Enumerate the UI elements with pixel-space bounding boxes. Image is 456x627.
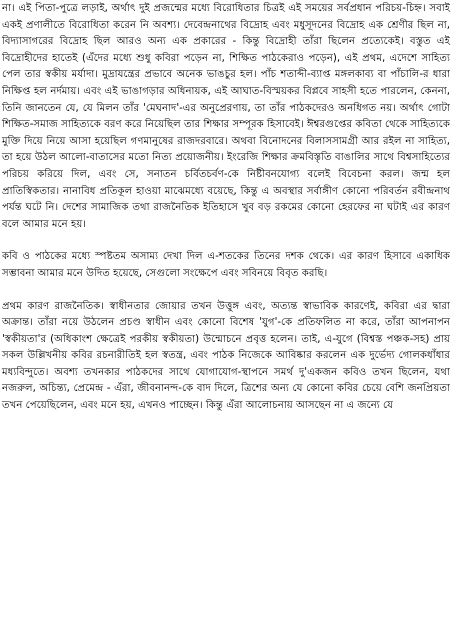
paragraph-2: কবি ও পাঠকের মধ্যে স্পষ্টতম অসাম্য দেখা দিল এ-শতকের তিনের দশক থেকে। এর কারণ হিসাবে একাধিক সম্ভাবনা আমার মনে উদিত হয়েছে, সেগুলো সংক্ষেপে এবং সবিনয়ে বিবৃত করছি। bbox=[2, 251, 450, 279]
paragraph-1: না। এই পিতা-পুত্রে লড়াই, অর্থাৎ দুই প্রজন্মের মধ্যে বিরোধিতার চিত্রই এই সময়ের সর্বপ্রধান পরিচয়-চিহ্ন। সবাই একই প্রণালীতে বিরোধিতা করেন নি অবশ্য। দেবেন্দ্রনাথের বিদ্রোহ এবং মধুসূদনের বিদ্রোহ এক শ্রেণীর ছিল না, বিদ্যাসাগরের বিদ্রোহ ছিল আরও অন্য এক প্রকারের - কিন্তু বিদ্রোহী তাঁরা ছিলেন প্রত্যেকেই। বস্তুত এই বিদ্রোহীদের হাতেই (এঁদের মধ্যে শুধু কবিরা পড়েন না, শিক্ষিত পাঠকেরাও পড়েন), এই প্রথম, এদেশে সাহিত্য পেল তার স্বকীয় মর্যাদা। মুদ্রাযন্ত্রের প্রভাবে অনেক ভাঙচুর হল। পাঁচ শতাব্দী-ব্যাপ্ত মঙ্গলকাব্য বা পাঁচালি-র ধারা নিক্ষিপ্ত হল নর্দমায়। এবং এই ভাঙাগড়ার অধিনায়ক, এই আঘাত-বিস্ময়কর বিপ্লবে সাহসী হতে পারলেন, কেননা, তিনি জানতেন যে, যে মিলন তাঁর 'মেঘনাদ'-এর অনুপ্রেরণায়, তা তাঁর পাঠকদেরও অনধিগত নয়। অর্থাৎ গোটা শিক্ষিত-সমাজ সাহিত্যকে বরণ করে নিয়েছিল তার শিক্ষার সম্পূরক হিসাবেই। ঈশ্বরগুপ্তের কবিতা থেকে সাহিত্যকে মুক্তি দিয়ে নিয়ে আসা হয়েছিল গণমানুষের রাজদরবারে। অথবা বিনোদনের বিলাসসামগ্রী আর রইল না সাহিত্য, তা হয়ে উঠল আলো-বাতাসের মতো নিত্য প্রয়োজনীয়। ইংরেজি শিক্ষার ক্রমবিস্তৃতি বাঙালির সাথে বিশ্বসাহিত্যের পরিচয় করিয়ে দিল, এবং সে, সনাতন চর্বিতচর্বণ-কে নিষ্টীবনযোগ্য বলেই বিবেচনা করল। জন্ম হল প্রাতিস্বিকতার। নানাবিধ প্রতিকূল হাওয়া মাঝেমধ্যে বয়েছে, কিন্তু এ অবস্থার সর্বাঙ্গীণ কোনো পরিবর্তন রবীন্দ্রনাথ পর্যন্ত ঘটে নি। দেশের সামাজিক তথা রাজনৈতিক ইতিহাসে খুব বড় রকমের কোনো হেরফের না ঘটাই এর কারণ বলে আমার মনে হয়। bbox=[2, 3, 450, 230]
paragraph-3: প্রথম কারণ রাজনৈতিক। স্বাধীনতার জোয়ার তখন উত্তুঙ্গ এবং, অত্যন্ত স্বাভাবিক কারণেই, কবিরা এর দ্বারা অক্রান্ত। তাঁরা নয়ে উঠলেন প্রচণ্ড স্বাধীন এবং কোনো বিশেষ 'যুগ'-কে প্রতিফলিত না করে, তাঁরা আপনাপন 'স্বকীয়তা'র (অধিকাংশ ক্ষেত্রেই পরকীয় স্বকীয়তা) উন্মোচনে প্রবৃত্ত হলেন। তাই, এ-যুগে (বিশ্বস্ত পঞ্চক-সহ) প্রায় সকল উল্লিখনীয় কবির রচনারীতিই হল স্বতন্ত্র, এবং পাঠক নিজেকে আবিষ্কার করলেন এক দুর্ভেদ্য গোলকধাঁধার মধ্যবিন্দুতে। অবশ্য তখনকার পাঠকদের সাথে যোগাযোগ-স্থাপনে সমর্থ দু'একজন কবিও তখন ছিলেন, যথা নজরুল, অচিন্ত্য, প্রেমেন্দ্র - এঁরা, জীবনানন্দ-কে বাদ দিলে, ত্রিশের অন্য যে কোনো কবির চেয়ে বেশি জনপ্রিয়তা তখন পেয়েছিলেন, এবং মনে হয়, এখনও পাচ্ছেন। কিন্তু এঁরা আলোচনায় আসছেন না এ জন্যে যে bbox=[2, 300, 450, 412]
